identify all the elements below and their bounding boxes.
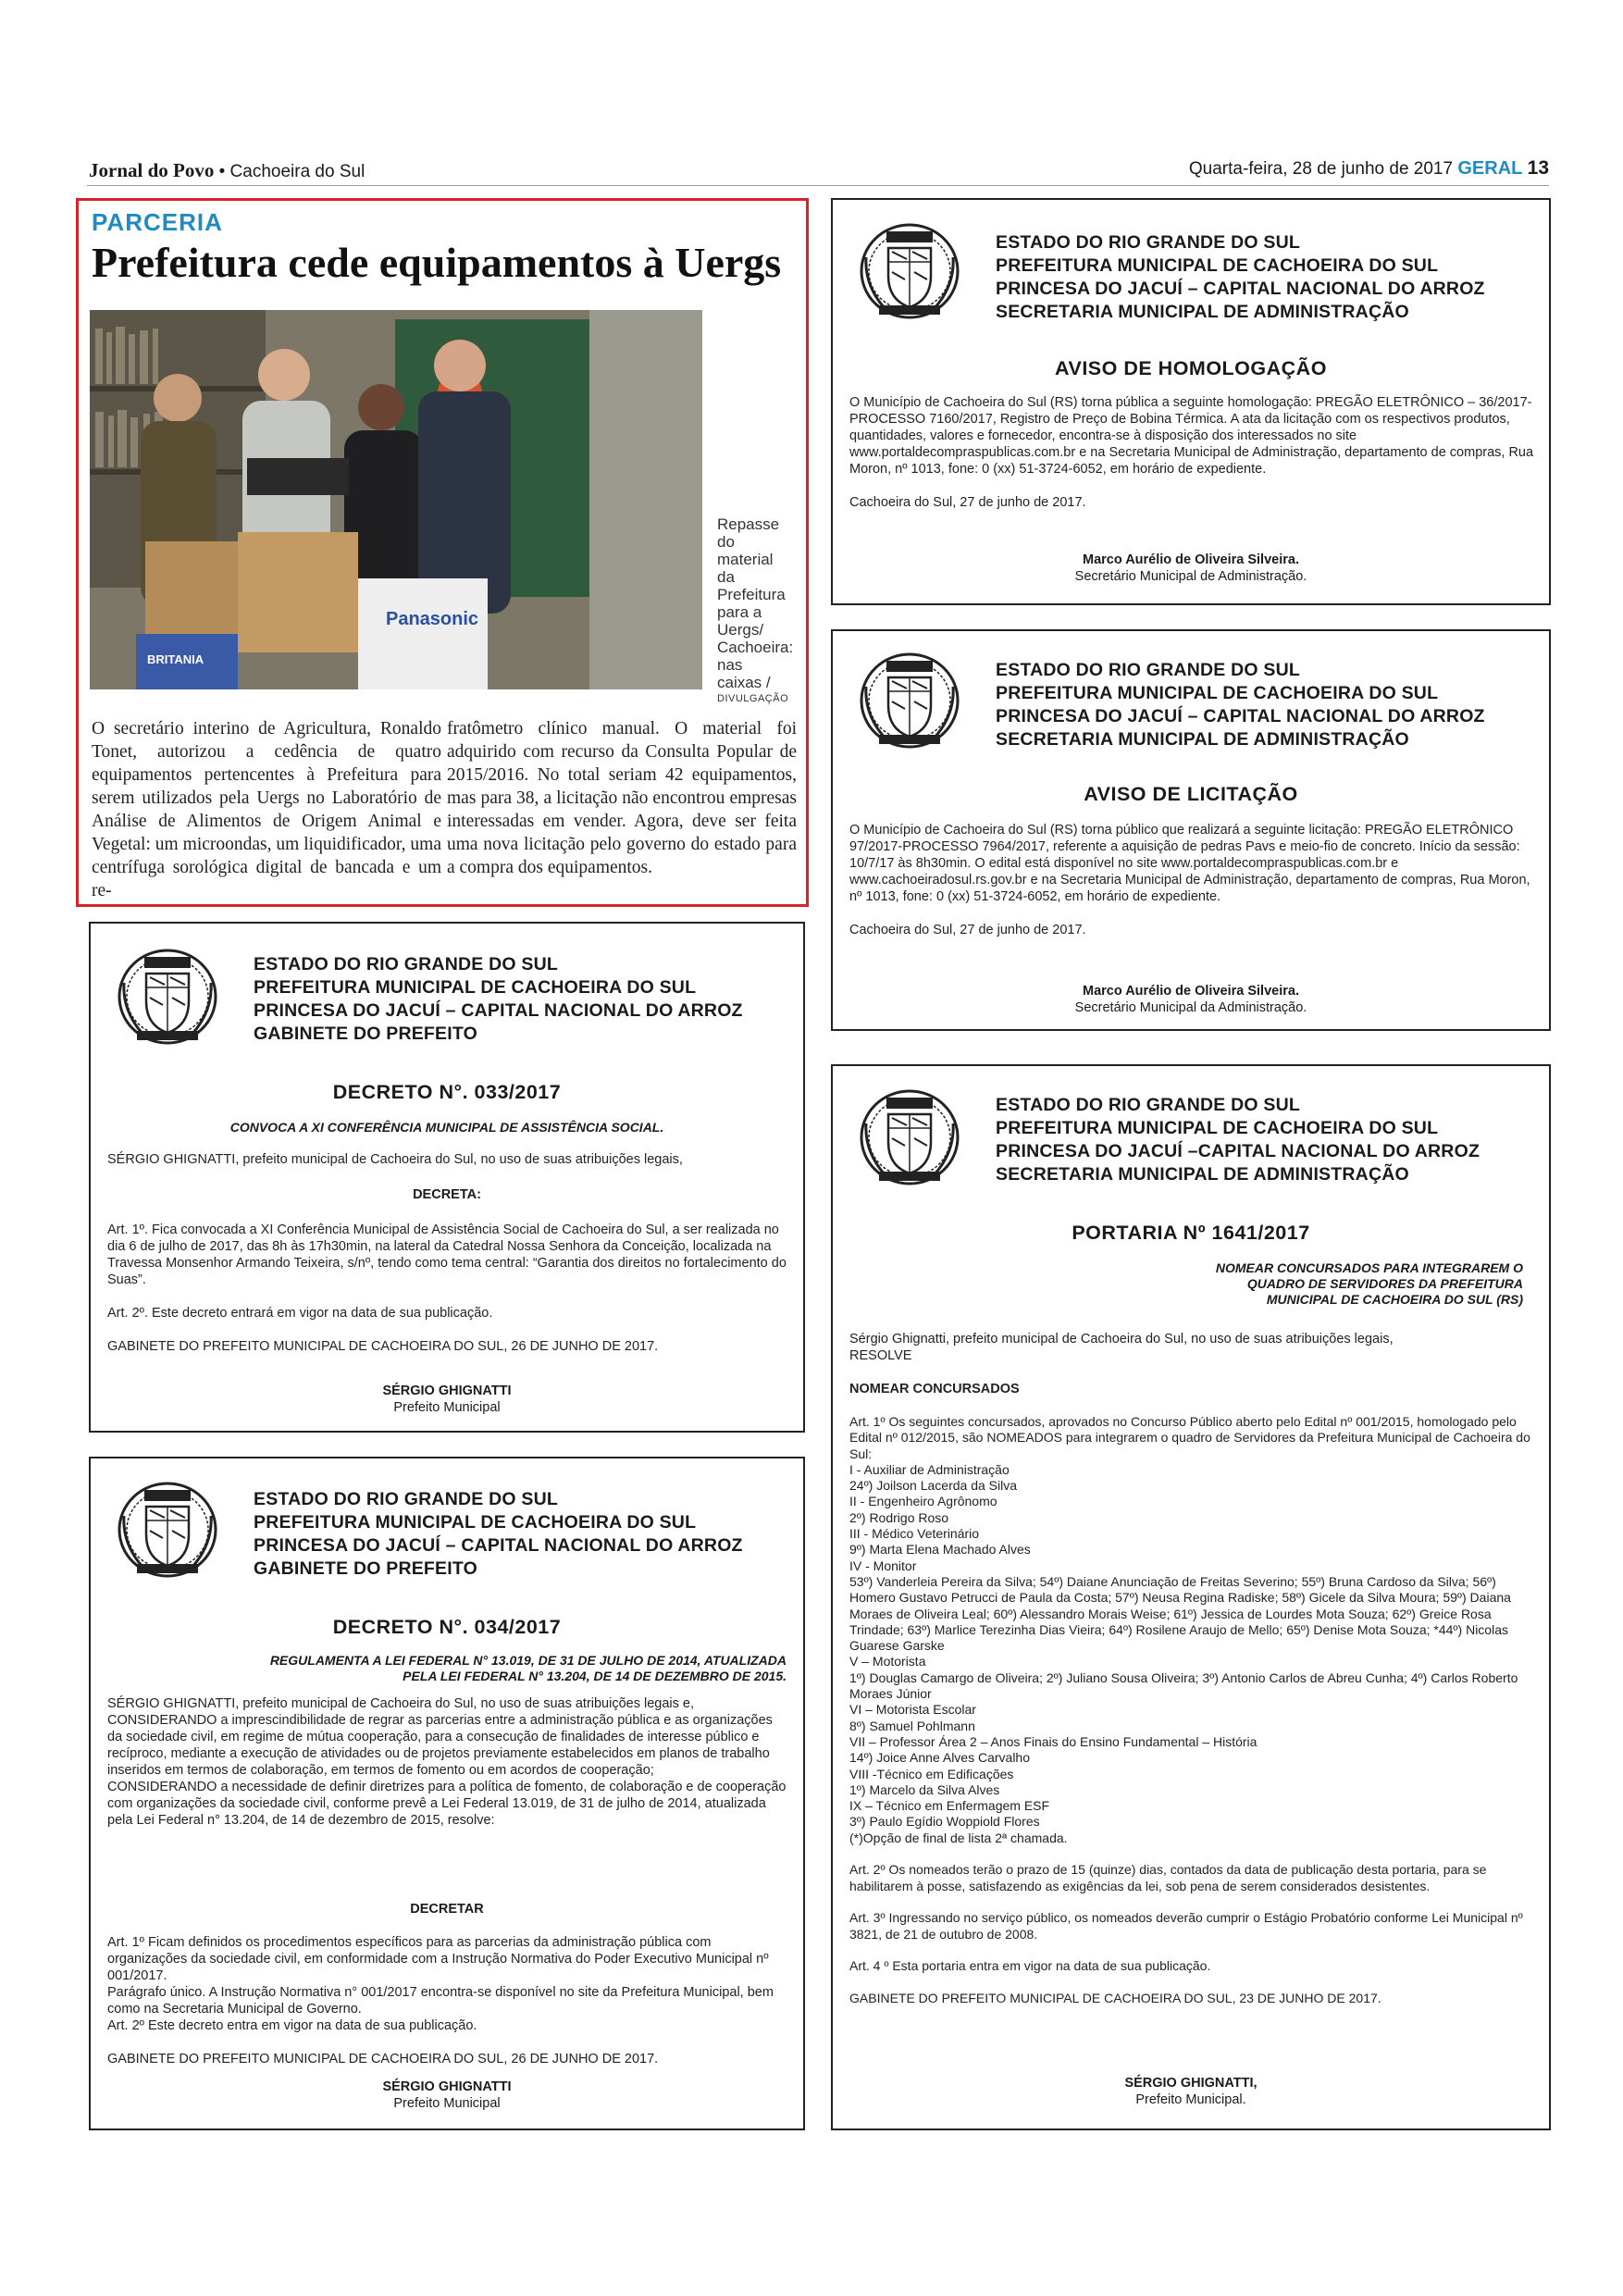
signer-name: Marco Aurélio de Oliveira Silveira.: [1083, 552, 1299, 567]
notice-text: Art. 1º. Fica convocada a XI Conferência Municipal de Assistência Social de Cachoeira do Sul, a ser realizada no dia 6 de julho de 2017, das 8h às 17h30min, na lateral da Catedral Nossa Senhora da Conceição, localizada na Travessa Monsenhor Armando Teixeira, s/nº, tendo como tema central: “Garantia dos direitos no fortalecimento do Suas”. Art. 2º. Este decreto entrará em vigor na data de sua publicação. GABINETE DO PREFEITO MUNICIPAL DE CACHOEIRA DO SUL, 26 DE JUNHO DE 2017.: [107, 1222, 787, 1354]
masthead: [89, 159, 365, 182]
article-photo: [90, 310, 702, 689]
notice-text: O Município de Cachoeira do Sul (RS) torna público que realizará a seguinte licitação: PREGÃO ELETRÔNICO 97/2017-PROCESSO 7964/2017, referente a aquisição de pedras Pavs e meio-fio de concreto. Início da sessão: 10/7/17 às 8h30min. O edital está disponível no site www.portaldecomprаspublicas.com.br e www.cachoeiradosul.rs.gov.br e na Secretaria Municipal de Administração, departamento de compras, Rua Moron, nº 1013, fone: 0 (xx) 51-3724-6052, em horário de expediente. Cachoeira do Sul, 27 de junho de 2017.: [849, 823, 1530, 937]
notice-header: ESTADO DO RIO GRANDE DO SUL PREFEITURA MUNICIPAL DE CACHOEIRA DO SUL PRINCESA DO JACUÍ – CAPITAL NACIONAL DO ARROZ GABINETE DO PREFEITO: [254, 954, 743, 1044]
notice-header: ESTADO DO RIO GRANDE DO SUL PREFEITURA MUNICIPAL DE CACHOEIRA DO SUL PRINCESA DO JACUÍ –CAPITAL NACIONAL DO ARROZ SECRETARIA MUNICIPAL DE ADMINISTRAÇÃO: [996, 1095, 1481, 1185]
municipal-crest-icon: [117, 1479, 218, 1581]
notice-nomear: NOMEAR CONCURSADOS: [849, 1382, 1020, 1396]
municipal-crest-icon: [859, 650, 960, 751]
notice-homologacao: [831, 198, 1551, 605]
signer-name: SÉRGIO GHIGNATTI,: [1124, 2076, 1258, 2091]
section-name: GERAL: [1457, 158, 1523, 179]
photo-illustration: [90, 310, 702, 689]
signer-role: Prefeito Municipal: [393, 1400, 501, 1415]
notice-decreto-034: [89, 1457, 805, 2130]
notice-subtitle: CONVOCA A XI CONFERÊNCIA MUNICIPAL DE ASSISTÊNCIA SOCIAL.: [229, 1120, 664, 1135]
notice-signature: [833, 552, 1549, 585]
notice-header: ESTADO DO RIO GRANDE DO SUL PREFEITURA MUNICIPAL DE CACHOEIRA DO SUL PRINCESA DO JACUÍ – CAPITAL NACIONAL DO ARROZ SECRETARIA MUNICIPAL DE ADMINISTRAÇÃO: [996, 660, 1485, 750]
panasonic-label: Panasonic: [386, 609, 479, 629]
article-column-2: fratômetro clínico manual. O material foi adquirido com recurso da Consulta Popular de 2015/2016. No total seriam 42 equipamentos, mas para 38, a licitação não encontrou empresas interessadas em vender. Agora, deve ser feita uma nova licitação pelo governo do estado para a compra dos equipamentos.: [447, 719, 797, 877]
notice-text: SÉRGIO GHIGNATTI, prefeito municipal de Cachoeira do Sul, no uso de suas atribuições legais e, CONSIDERANDO a imprescindibilidade de regrar as parcerias entre a administração pública e as organizações da sociedade civil, em regime de mútua cooperação, para a consecução de finalidades de interesse público e recíproco, mediante a execução de atividades ou de projetos previamente estabelecidos em planos de trabalho inseridos em termos de colaboração, em termos de fomento ou em acordos de cooperação; CONSIDERANDO a necessidade de definir diretrizes para a política de fomento, de colaboração e de cooperação com organizações da sociedade civil, conforme prevê a Lei Federal 13.019, de 31 de julho de 2014, atualizada pela Lei Federal n° 13.204, de 14 de dezembro de 2015, resolve:: [107, 1696, 787, 1828]
notice-title: DECRETO N°. 034/2017: [332, 1616, 562, 1638]
notice-header: ESTADO DO RIO GRANDE DO SUL PREFEITURA MUNICIPAL DE CACHOEIRA DO SUL PRINCESA DO JACUÍ – CAPITAL NACIONAL DO ARROZ GABINETE DO PREFEITO: [254, 1489, 743, 1579]
signer-role: Secretário Municipal de Administração.: [1074, 569, 1307, 584]
notice-title: AVISO DE HOMOLOGAÇÃO: [1055, 357, 1327, 379]
municipal-crest-icon: [859, 220, 960, 322]
photo-caption: [717, 515, 794, 704]
municipal-crest-icon: [117, 946, 218, 1048]
notice-intro: Sérgio Ghignatti, prefeito municipal de Cachoeira do Sul, no uso de suas atribuições legais, RESOLVE: [849, 1332, 1394, 1363]
notice-title: PORTARIA Nº 1641/2017: [1072, 1222, 1310, 1244]
signer-role: Secretário Municipal da Administração.: [1074, 1000, 1307, 1015]
header-rule: [87, 185, 1549, 186]
notice-intro: SÉRGIO GHIGNATTI, prefeito municipal de Cachoeira do Sul, no uso de suas atribuições legais,: [107, 1152, 683, 1167]
notice-signature: [833, 2075, 1549, 2108]
photo-credit: DIVULGAÇÃO: [717, 693, 789, 704]
signer-name: SÉRGIO GHIGNATTI: [382, 2079, 512, 2094]
page-info: [1189, 157, 1549, 180]
article-headline: Prefeitura cede equipamentos à Uergs: [92, 239, 782, 286]
municipal-crest-icon: [859, 1086, 960, 1188]
notice-signature: [91, 2079, 803, 2112]
notice-decreto-033: [89, 922, 805, 1433]
notice-decreta: DECRETA:: [413, 1187, 481, 1202]
publication-date: Quarta-feira, 28 de junho de 2017: [1188, 159, 1454, 179]
signer-name: Marco Aurélio de Oliveira Silveira.: [1083, 984, 1299, 999]
paper-name: Jornal do Povo: [89, 159, 215, 181]
notice-title: DECRETO N°. 033/2017: [332, 1081, 562, 1103]
article-kicker: PARCERIA: [92, 208, 223, 236]
notice-decretar: DECRETAR: [410, 1902, 484, 1917]
notice-signature: [833, 983, 1549, 1016]
britania-label: BRITANIA: [147, 652, 204, 666]
signer-role: Prefeito Municipal: [393, 2096, 501, 2111]
page-number: 13: [1527, 157, 1549, 179]
signer-role: Prefeito Municipal.: [1135, 2092, 1246, 2107]
news-article: [76, 198, 809, 907]
notice-subtitle: NOMEAR CONCURSADOS PARA INTEGRAREM O QUADRO DE SERVIDORES DA PREFEITURA MUNICIPAL DE CACHOEIRA DO SUL (RS): [1215, 1260, 1523, 1307]
notice-text: O Município de Cachoeira do Sul (RS) torna pública a seguinte homologação: PREGÃO ELETRÔNICO – 36/2017-PROCESSO 7160/2017, Registro de Preço de Bobina Térmica. A ata da licitação com os respectivos produtos, quantidades, valores e fornecedor, encontra-se à disposição dos interessados no site www.portaldecompraspublicas.com.br e na Secretaria Municipal de Administração, departamento de compras, Rua Moron, nº 1013, fone: 0 (xx) 51-3724-6052, em horário de expediente. Cachoeira do Sul, 27 de junho de 2017.: [849, 395, 1534, 510]
notice-portaria-1641: [831, 1064, 1551, 2130]
paper-city: • Cachoeira do Sul: [214, 162, 365, 181]
article-column-1: O secretário interino de Agricultura, Ronaldo Tonet, autorizou a cedência de quatro equipamentos pertencentes à Prefeitura para serem utilizados pela Uergs no Laboratório de Análise de Alimentos de Origem Animal e Vegetal: um microondas, um liquidificador, uma centrífuga sorológica digital de bancada e um re-: [92, 719, 441, 900]
notice-header: ESTADO DO RIO GRANDE DO SUL PREFEITURA MUNICIPAL DE CACHOEIRA DO SUL PRINCESA DO JACUÍ – CAPITAL NACIONAL DO ARROZ SECRETARIA MUNICIPAL DE ADMINISTRAÇÃO: [996, 232, 1485, 322]
notice-signature: [91, 1383, 803, 1416]
notice-subtitle: REGULAMENTA A LEI FEDERAL N° 13.019, DE 31 DE JULHO DE 2014, ATUALIZADA PELA LEI FEDERAL N° 13.204, DE 14 DE DEZEMBRO DE 2015.: [269, 1653, 787, 1683]
notice-text: Art. 1º Os seguintes concursados, aprovados no Concurso Público aberto pelo Edital nº 001/2015, homologado pelo Edital nº 012/2015, são NOMEADOS para integrarem o quadro de Servidores da Prefeitura Municipal de Cachoeira do Sul: I - Auxiliar de Administração 24º) Joilson Lacerda da Silva II - Engenheiro Agrônomo 2º) Rodrigo Roso III - Médico Veterinário 9º) Marta Elena Machado Alves IV - Monitor 53º) Vanderleia Pereira da Silva; 54º) Daiane Anunciação de Freitas Severino; 55º) Bruna Cardoso da Silva; 56º) Homero Gustavo Petrucci de Paula da Costa; 57º) Neusa Regina Radiske; 58º) Gicele da Silva Moura; 59º) Daiana Moraes de Oliveira Leal; 60º) Alessandro Morais Weise; 61º) Jessica de Lourdes Mota Souza; 62º) Greice Rosa Trindade; 63º) Marlice Terezinha Dias Vieira; 64º) Rosilene Araujo de Mello; 65º) Denise Mota Souza; *44º) Nicolas Guarese Garske V – Motorista 1º) Douglas Camargo de Oliveira; 2º) Juliano Sousa Oliveira; 3º) Antonio Carlos de Abreu Cunha; 4º) Carlos Roberto Moraes Júnior VI – Motorista Escolar 8º) Samuel Pohlmann VII – Professor Área 2 – Anos Finais do Ensino Fundamental – História 14º) Joice Anne Alves Carvalho VIII -Técnico em Edificações 1º) Marcelo da Silva Alves IX – Técnico em Enfermagem ESF 3º) Paulo Egídio Woppiold Flores (*)Opção de final de lista 2ª chamada. Art. 2º Os nomeados terão o prazo de 15 (quinze) dias, contados da data de publicação desta portaria, para se habilitarem à posse, satisfazendo as exigências da lei, sob pena de serem considerados desistentes. Art. 3º Ingressando no serviço público, os nomeados deverão cumprir o Estágio Probatório conforme Lei Municipal nº 3821, de 21 de outubro de 2008. Art. 4 º Esta portaria entra em vigor na data de sua publicação. GABINETE DO PREFEITO MUNICIPAL DE CACHOEIRA DO SUL, 23 DE JUNHO DE 2017.: [849, 1414, 1530, 2005]
caption-text: Repasse do material da Prefeitura para a Uergs/ Cachoeira: nas caixas /: [717, 515, 794, 691]
notice-articles: Art. 1º Ficam definidos os procedimentos específicos para as parcerias da administração pública com organizações da sociedade civil, em conformidade com a Instrução Normativa do Poder Executivo Municipal nº 001/2017. Parágrafo único. A Instrução Normativa n° 001/2017 encontra-se disponível no site da Prefeitura Municipal, bem como na Secretaria Municipal de Governo. Art. 2º Este decreto entra em vigor na data de sua publicação. GABINETE DO PREFEITO MUNICIPAL DE CACHOEIRA DO SUL, 26 DE JUNHO DE 2017.: [107, 1935, 774, 2066]
notice-licitacao: [831, 629, 1551, 1031]
signer-name: SÉRGIO GHIGNATTI: [382, 1384, 512, 1398]
notice-title: AVISO DE LICITAÇÃO: [1084, 783, 1298, 805]
